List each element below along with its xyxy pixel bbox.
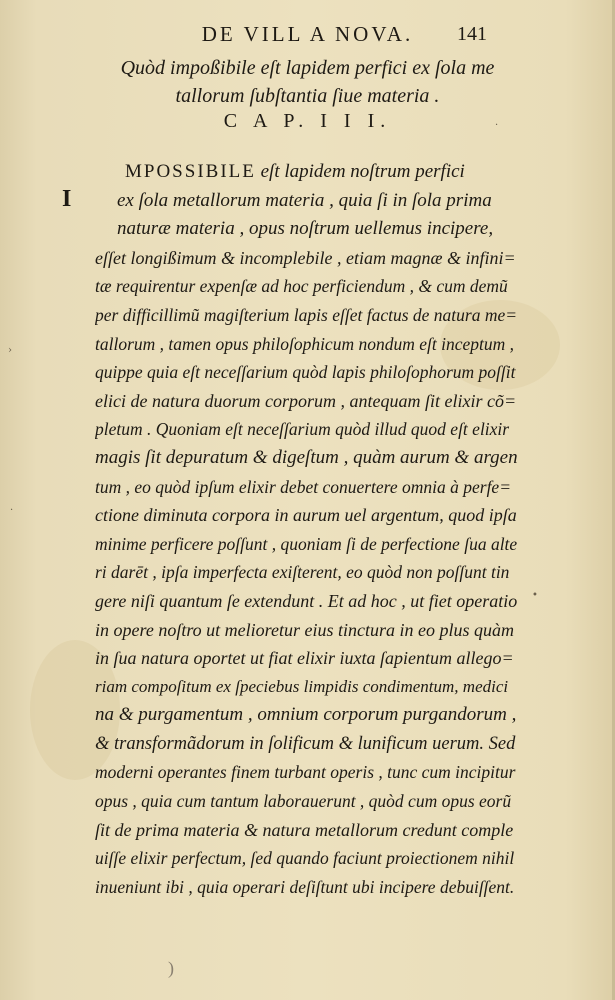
opening-caps: MPOSSIBILE: [125, 161, 256, 182]
page-number: 141: [457, 23, 487, 45]
text-line: moderni operantes finem turbant operis , tunc cum incipitur: [95, 762, 516, 783]
chapter-title: [0, 54, 615, 110]
body-text: [95, 158, 519, 901]
text-line: riam compoſitum ex ſpeciebus limpidis condimentum, medici: [95, 676, 509, 696]
chapter-title-line: tallorum ſubſtantia ſiue materia .: [175, 85, 440, 107]
text-line: pletum . Quoniam eſt neceſſarium quòd illud quod eſt elixir: [95, 419, 510, 440]
running-head: [0, 22, 615, 50]
text-line: magis ſit depuratum & digeſtum , quàm aurum & argen: [95, 446, 518, 468]
text-line-rest: eſt lapidem noſtrum perfici: [255, 161, 465, 182]
initial-letter: I: [62, 186, 72, 212]
margin-mark: ·: [10, 505, 14, 516]
margin-bracket: ): [168, 958, 174, 978]
text-line: na & purgamentum , omnium corporum purgandorum ,: [95, 704, 517, 726]
text-line: ex ſola metallorum materia , quia ſi in ſola prima: [117, 189, 492, 211]
text-line: quippe quia eſt neceſſarium quòd lapis philoſophorum poſſit: [95, 362, 516, 383]
text-line: gere niſi quantum ſe extendunt . Et ad hoc , ut fiet operatio: [95, 590, 518, 611]
text-line: ſit de prima materia & natura metallorum credunt comple: [95, 819, 514, 840]
margin-mark: •: [532, 590, 538, 601]
margin-mark: ·: [495, 120, 499, 131]
text-line: in ſua natura oportet ut fiat elixir iuxta ſapientum allego=: [95, 648, 514, 669]
text-line: minime perficere poſſunt , quoniam ſi de perfectione ſua alte: [95, 533, 518, 554]
text-line: tæ requirentur expenſæ ad hoc perficiendum , & cum demũ: [95, 276, 508, 297]
text-line: in opere noſtro ut melioretur eius tinctura in eo plus quàm: [95, 619, 514, 640]
text-line: opus , quia cum tantum laborauerunt , quòd cum opus eorũ: [95, 791, 512, 812]
text-line: ri darēt , ipſa imperfecta exiſterent, eo quòd non poſſunt tin: [95, 562, 510, 583]
text-line: tum , eo quòd ipſum elixir debet conuertere omnia à perfe=: [95, 476, 512, 497]
text-line: uiſſe elixir perfectum, ſed quando faciunt proiectionem nihil: [95, 848, 515, 869]
text-line: inueniunt ibi , quia operari deſiſtunt ubi incipere debuiſſent.: [95, 876, 515, 897]
margin-mark: ›: [8, 345, 12, 356]
text-line: & transformãdorum in ſolificum & lunificum uerum. Sed: [95, 733, 516, 754]
chapter-number: C A P. I I I.: [223, 110, 392, 132]
text-line: elici de natura duorum corporum , antequam ſit elixir cõ=: [95, 390, 517, 411]
text-line: naturæ materia , opus noſtrum uellemus incipere,: [117, 218, 494, 240]
running-head-title: DE VILL A NOVA.: [201, 22, 414, 46]
chapter-title-line: Quòd impoßibile eſt lapidem perfici ex ſola me: [120, 57, 495, 79]
text-line: eſſet longißimum & incomplebile , etiam magnæ & infini=: [95, 247, 516, 268]
text-line: tallorum , tamen opus philoſophicum nondum eſt inceptum ,: [95, 333, 514, 354]
text-line: [95, 158, 519, 187]
text-line: per difficillimũ magiſterium lapis eſſet factus de natura me=: [95, 304, 518, 325]
text-line: ctione diminuta corpora in aurum uel argentum, quod ipſa: [95, 505, 517, 526]
